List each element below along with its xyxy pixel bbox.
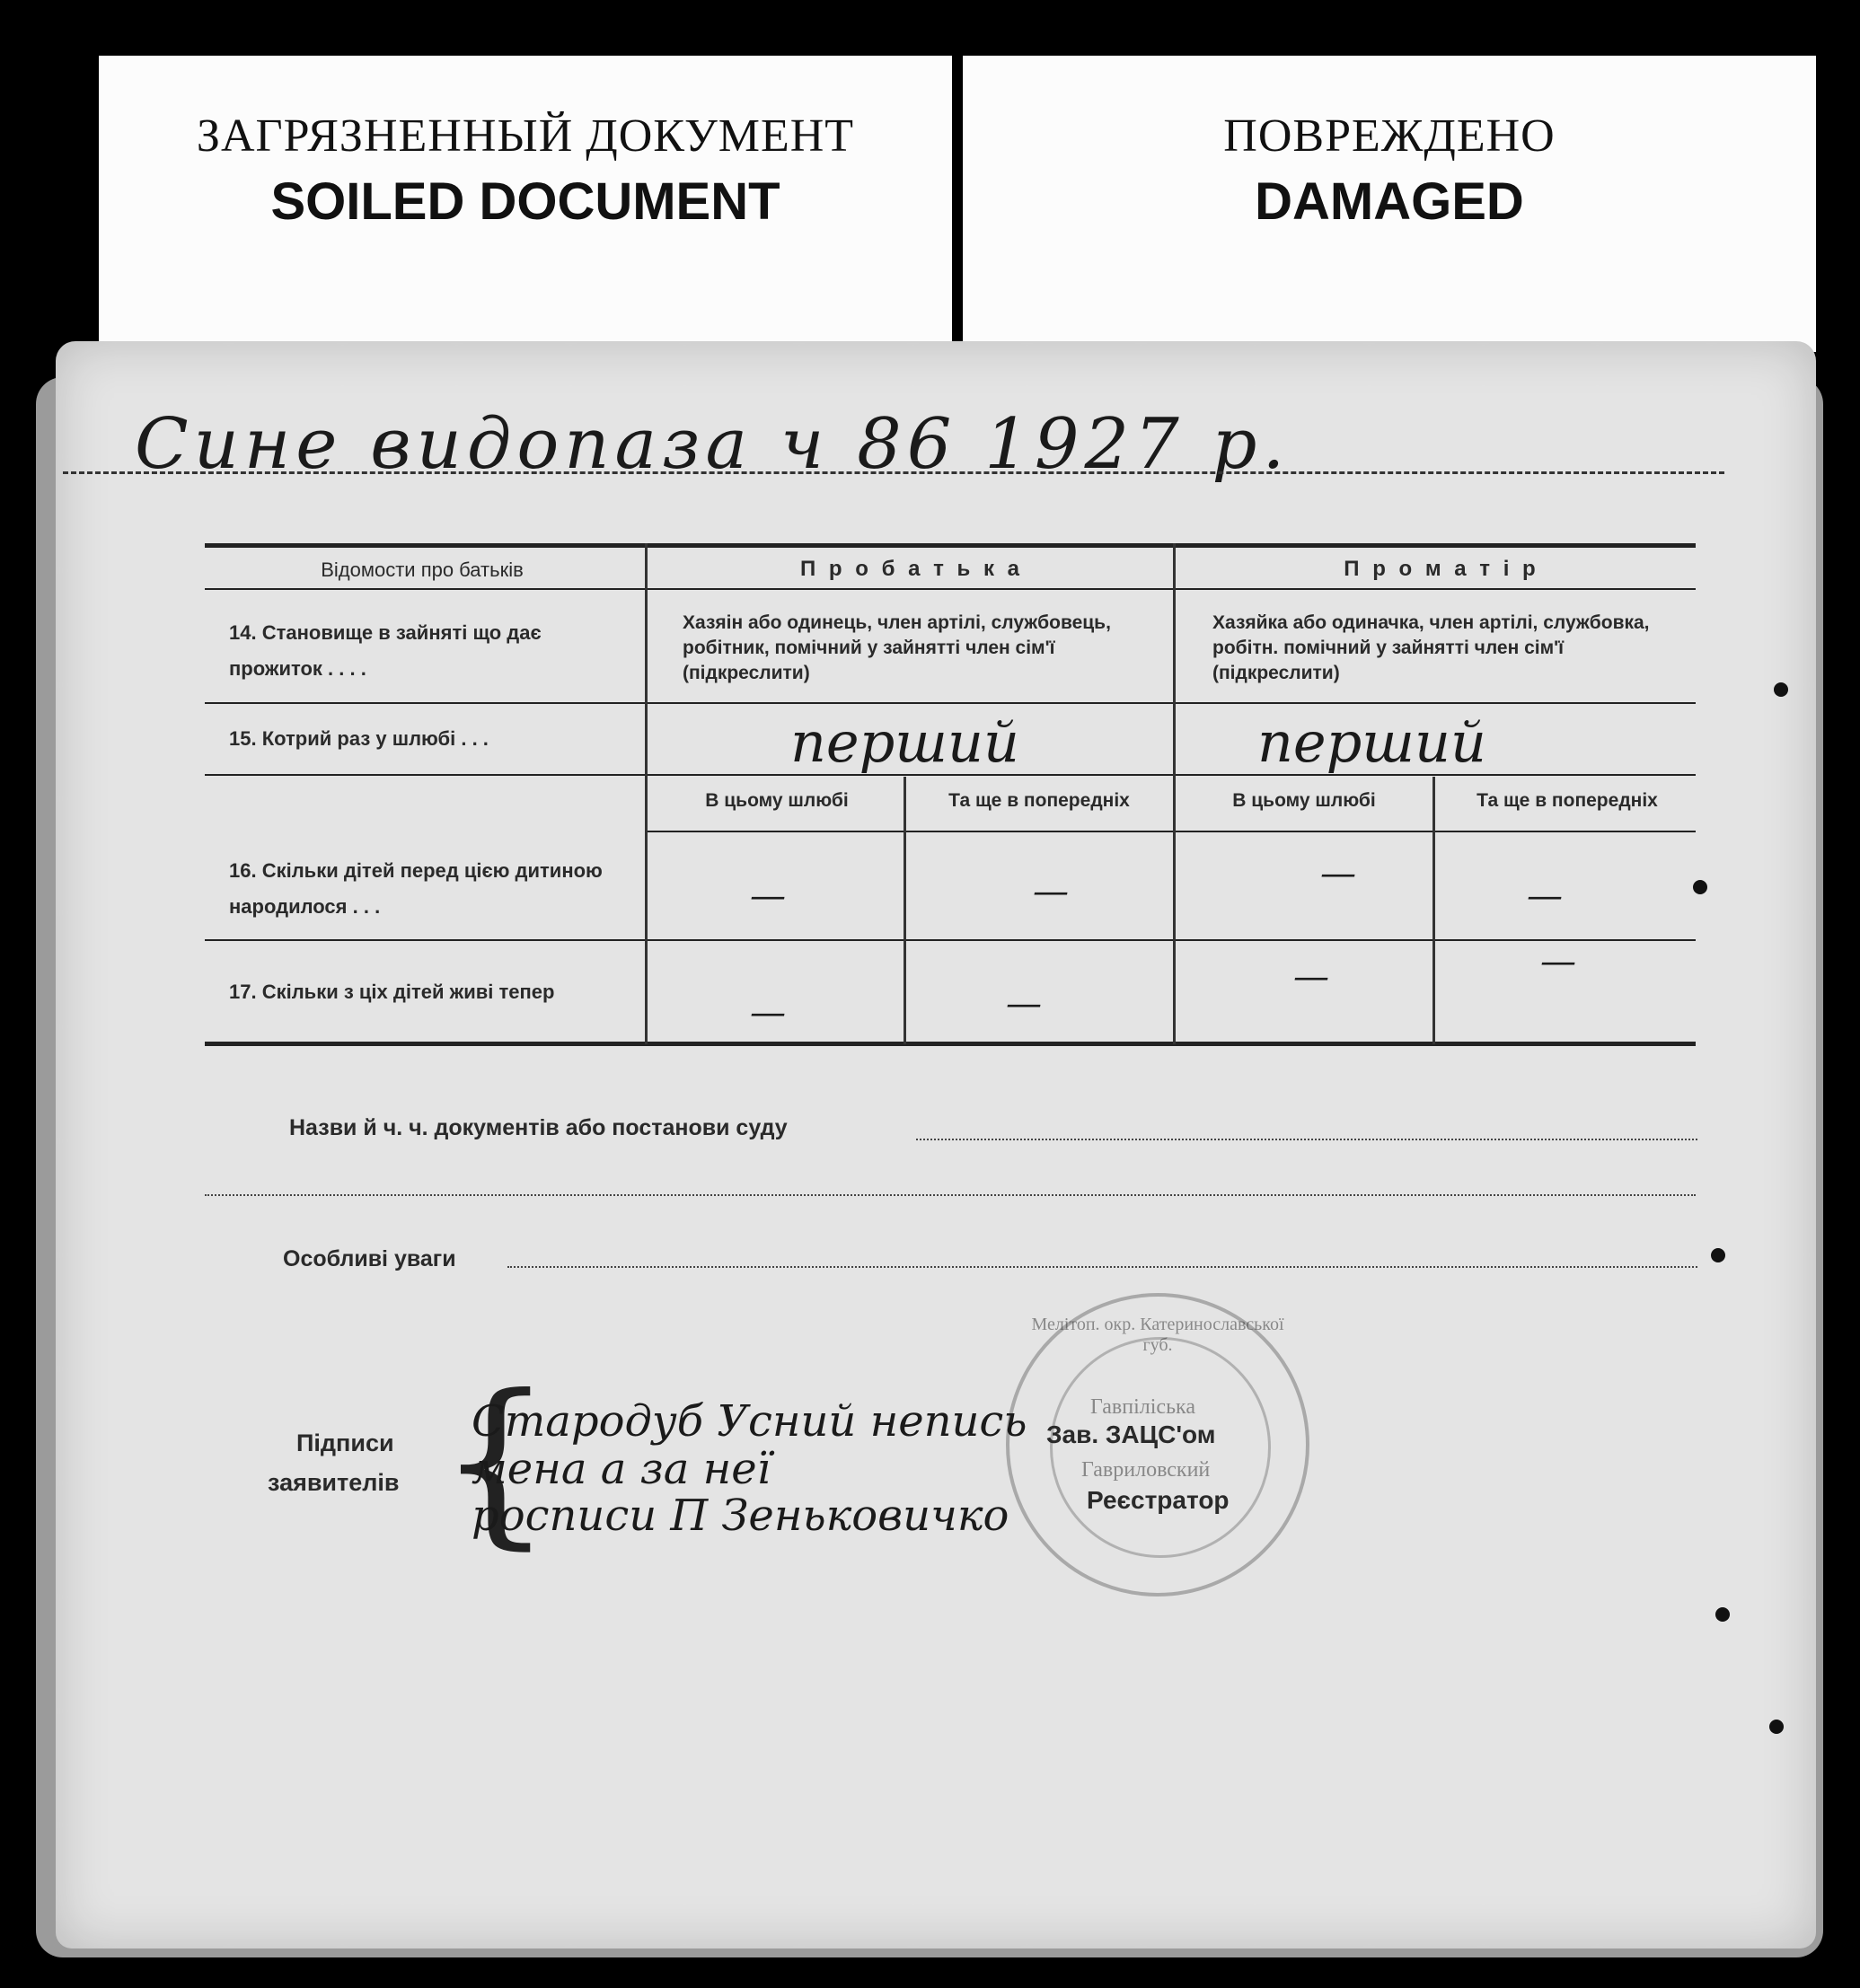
- row16-mother-prev: —: [1527, 875, 1563, 917]
- notes-label: Особливі уваги: [283, 1246, 456, 1271]
- signatures-label-line1: Підписи: [296, 1429, 394, 1456]
- documents-label: Назви й ч. ч. документів або постанови суду: [289, 1115, 788, 1140]
- row14-rule: [205, 702, 1696, 704]
- signature-hand-line1: Стародуб Усний непись: [472, 1396, 1027, 1447]
- table-bottom-rule: [205, 1042, 1696, 1046]
- row17-mother-this: —: [1293, 956, 1329, 998]
- stamp-text-1: Гавпіліська: [1090, 1395, 1195, 1419]
- col-header-mother: П р о м а т і р: [1344, 557, 1539, 581]
- signatures-label-line2: заявителів: [268, 1469, 400, 1496]
- header-handwriting: Сине видопаза ч 86 1927 р.: [135, 404, 1291, 485]
- col-divider-1: [645, 543, 648, 1044]
- row17-father-prev: —: [1006, 983, 1042, 1025]
- mother-previous-header: Та ще в попередніх: [1477, 790, 1658, 811]
- table-header-rule: [205, 588, 1696, 590]
- soiled-document-card: [99, 56, 952, 352]
- row17-mother-prev: —: [1540, 941, 1576, 982]
- signature-hand-line2: мена а за неї: [472, 1444, 771, 1494]
- col-divider-2: [1173, 543, 1176, 1044]
- damaged-label-ru: ПОВРЕЖДЕНО: [1223, 110, 1556, 162]
- row16-label: 16. Скільки дітей перед цією дитиною народилося . . .: [229, 859, 603, 918]
- row16-mother-this: —: [1320, 853, 1356, 894]
- col-divider-father-sub: [904, 777, 906, 1044]
- row16-father-this: —: [750, 875, 786, 917]
- punch-hole: [1711, 1248, 1725, 1262]
- notes-dotline: [507, 1266, 1697, 1268]
- subheader-rule: [647, 831, 1696, 832]
- document-sheet: [56, 341, 1816, 1948]
- father-this-marriage-header: В цьому шлюбі: [705, 790, 849, 811]
- documents-dotline-2: [205, 1194, 1696, 1196]
- col-header-father: П р о б а т ь к а: [800, 557, 1023, 581]
- punch-hole: [1769, 1720, 1784, 1734]
- header-dash-line: [63, 471, 1724, 474]
- signature-hand-line3: росписи П Зеньковичко: [472, 1491, 1009, 1541]
- punch-hole: [1774, 682, 1788, 697]
- row15-father-value: перший: [790, 709, 1019, 775]
- row14-father-options: Хазяін або одинець, член артілі, службовець, робітник, помічний у зайнятті член сім'ї (підкреслити): [683, 612, 1111, 683]
- row17-father-this: —: [750, 992, 786, 1034]
- damaged-label-en: DAMAGED: [1255, 172, 1524, 231]
- documents-dotline: [916, 1139, 1697, 1140]
- row15-label: 15. Котрий раз у шлюбі . . .: [229, 727, 489, 750]
- damaged-card: [963, 56, 1816, 352]
- row14-label: 14. Становище в зайняті що дає прожиток . . . .: [229, 621, 542, 680]
- stamp-text-2: Гавриловский: [1081, 1458, 1211, 1482]
- col-header-parents: Відомости про батьків: [321, 559, 524, 581]
- father-previous-header: Та ще в попередніх: [948, 790, 1130, 811]
- mother-this-marriage-header: В цьому шлюбі: [1232, 790, 1376, 811]
- stamp-ring-text: Мелітоп. окр. Катеринославської губ.: [1031, 1315, 1284, 1355]
- signature-brace: {: [438, 1357, 553, 1566]
- row17-label: 17. Скільки з ціх дітей живі тепер: [229, 981, 555, 1003]
- row15-mother-value: перший: [1257, 709, 1486, 775]
- row16-rule: [205, 939, 1696, 941]
- row14-mother-options: Хазяйка або одиначка, член артілі, службовка, робітн. помічний у зайнятті член сім'ї (підкреслити): [1212, 612, 1650, 683]
- soiled-label-ru: ЗАГРЯЗНЕННЫЙ ДОКУМЕНТ: [196, 110, 855, 162]
- zags-head-label: Зав. ЗАЦС'ом: [1046, 1421, 1216, 1448]
- registrar-label: Реєстратор: [1087, 1486, 1230, 1514]
- col-divider-mother-sub: [1432, 777, 1435, 1044]
- punch-hole: [1715, 1607, 1730, 1622]
- punch-hole: [1693, 880, 1707, 894]
- table-top-rule: [205, 543, 1696, 548]
- row16-father-prev: —: [1033, 871, 1069, 912]
- soiled-label-en: SOILED DOCUMENT: [270, 172, 780, 231]
